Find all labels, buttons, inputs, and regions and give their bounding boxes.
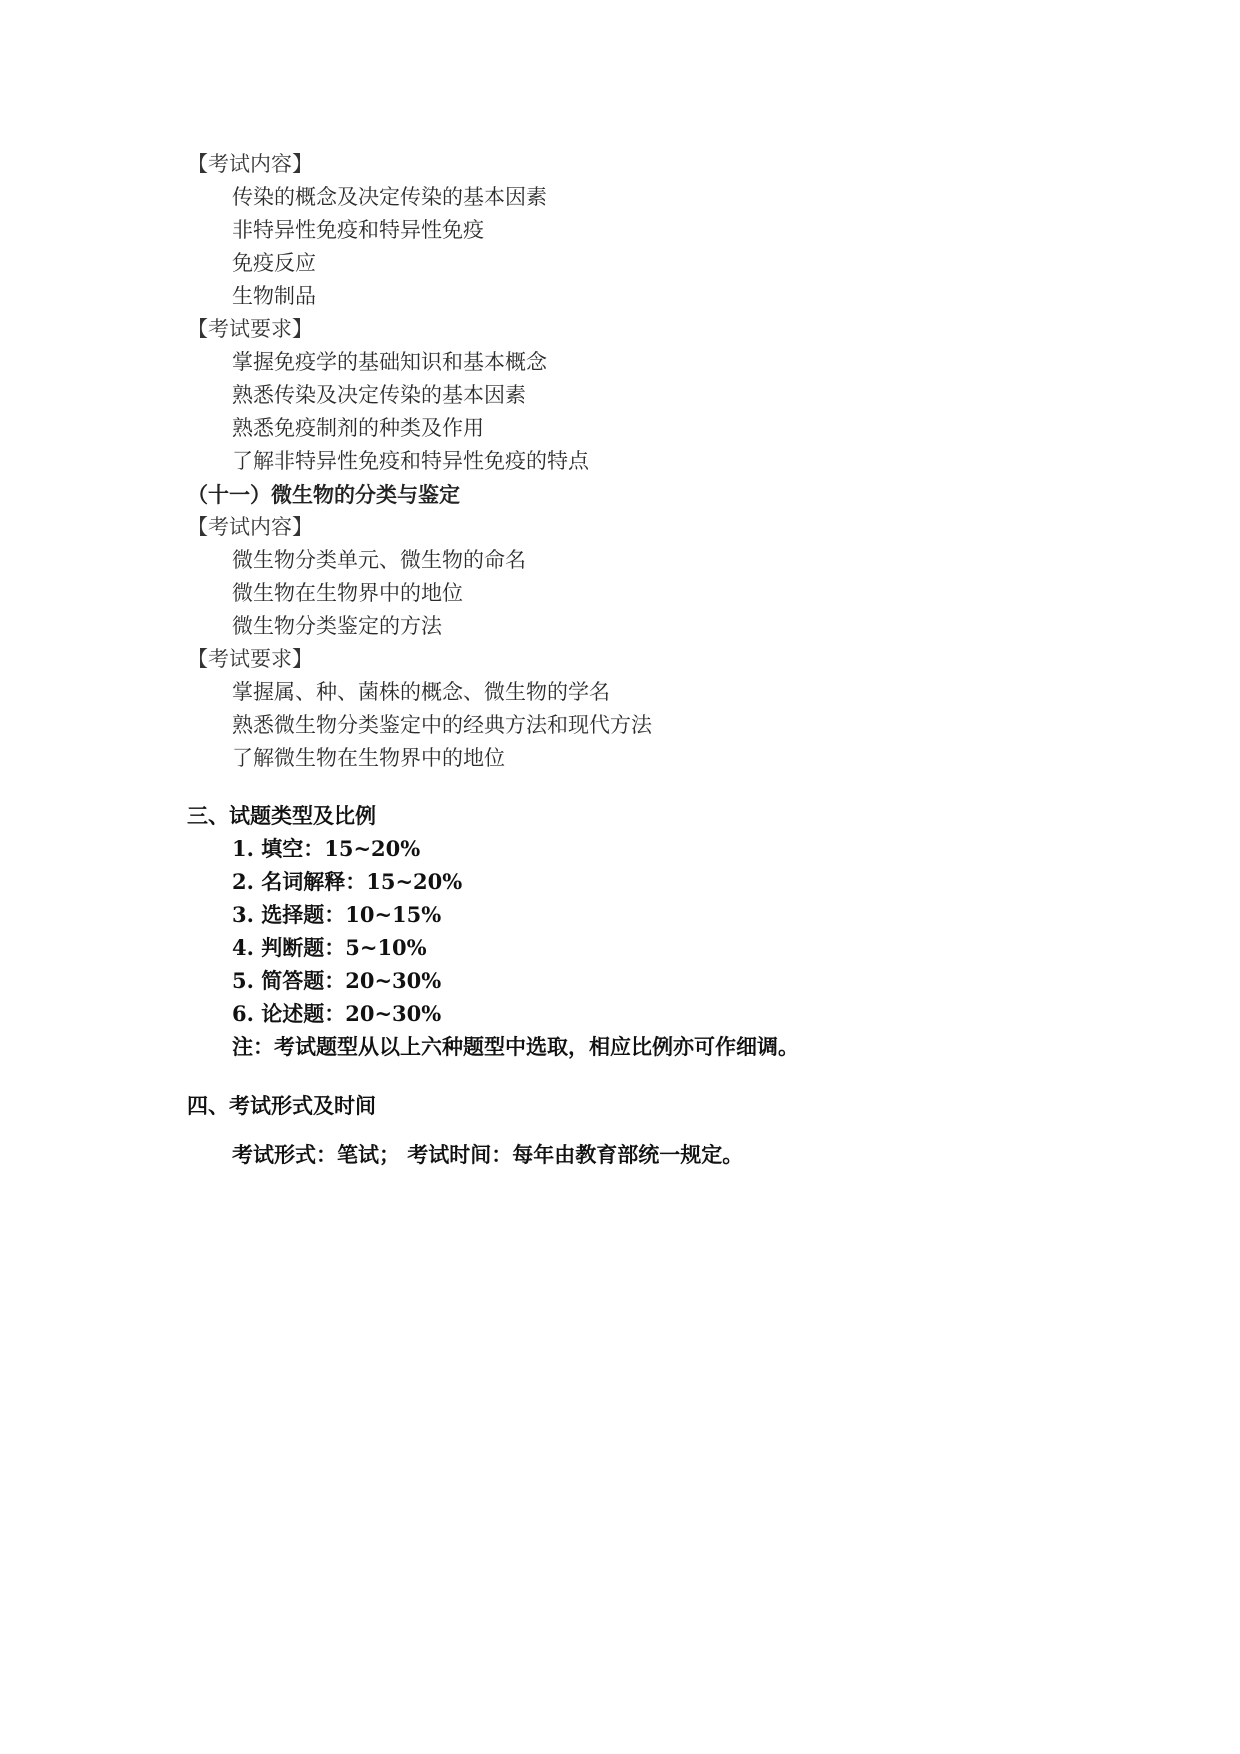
- content-item: 传染的概念及决定传染的基本因素: [232, 185, 547, 209]
- content-item: 生物制品: [232, 284, 316, 308]
- section-title: 四、考试形式及时间: [187, 1093, 376, 1118]
- question-type-item: 6. 论述题：20~30%: [232, 1001, 442, 1026]
- question-type-item: 1. 填空：15~20%: [232, 836, 421, 861]
- content-heading: 【考试内容】: [187, 515, 313, 539]
- subsection-title: （十一）微生物的分类与鉴定: [187, 482, 460, 507]
- question-type-item: 5. 简答题：20~30%: [232, 968, 442, 993]
- question-type-item: 4. 判断题：5~10%: [232, 935, 427, 960]
- requirement-heading: 【考试要求】: [187, 317, 313, 341]
- note-text: 注：考试题型从以上六种题型中选取，相应比例亦可作细调。: [232, 1034, 799, 1059]
- section-title: 三、试题类型及比例: [187, 803, 376, 828]
- requirement-item: 掌握免疫学的基础知识和基本概念: [232, 350, 547, 374]
- requirement-item: 熟悉微生物分类鉴定中的经典方法和现代方法: [232, 713, 652, 737]
- requirement-item: 了解微生物在生物界中的地位: [232, 746, 505, 770]
- content-item: 微生物分类鉴定的方法: [232, 614, 442, 638]
- content-item: 非特异性免疫和特异性免疫: [232, 218, 484, 242]
- question-type-item: 3. 选择题：10~15%: [232, 902, 442, 927]
- requirement-item: 熟悉传染及决定传染的基本因素: [232, 383, 526, 407]
- requirement-item: 熟悉免疫制剂的种类及作用: [232, 416, 484, 440]
- requirement-heading: 【考试要求】: [187, 647, 313, 671]
- requirement-item: 了解非特异性免疫和特异性免疫的特点: [232, 449, 589, 473]
- content-heading: 【考试内容】: [187, 152, 313, 176]
- content-item: 微生物在生物界中的地位: [232, 581, 463, 605]
- exam-format-text: 考试形式：笔试； 考试时间：每年由教育部统一规定。: [232, 1142, 744, 1167]
- question-type-item: 2. 名词解释：15~20%: [232, 869, 463, 894]
- content-item: 免疫反应: [232, 251, 316, 275]
- requirement-item: 掌握属、种、菌株的概念、微生物的学名: [232, 680, 610, 704]
- content-item: 微生物分类单元、微生物的命名: [232, 548, 526, 572]
- document-body: [187, 148, 1087, 1171]
